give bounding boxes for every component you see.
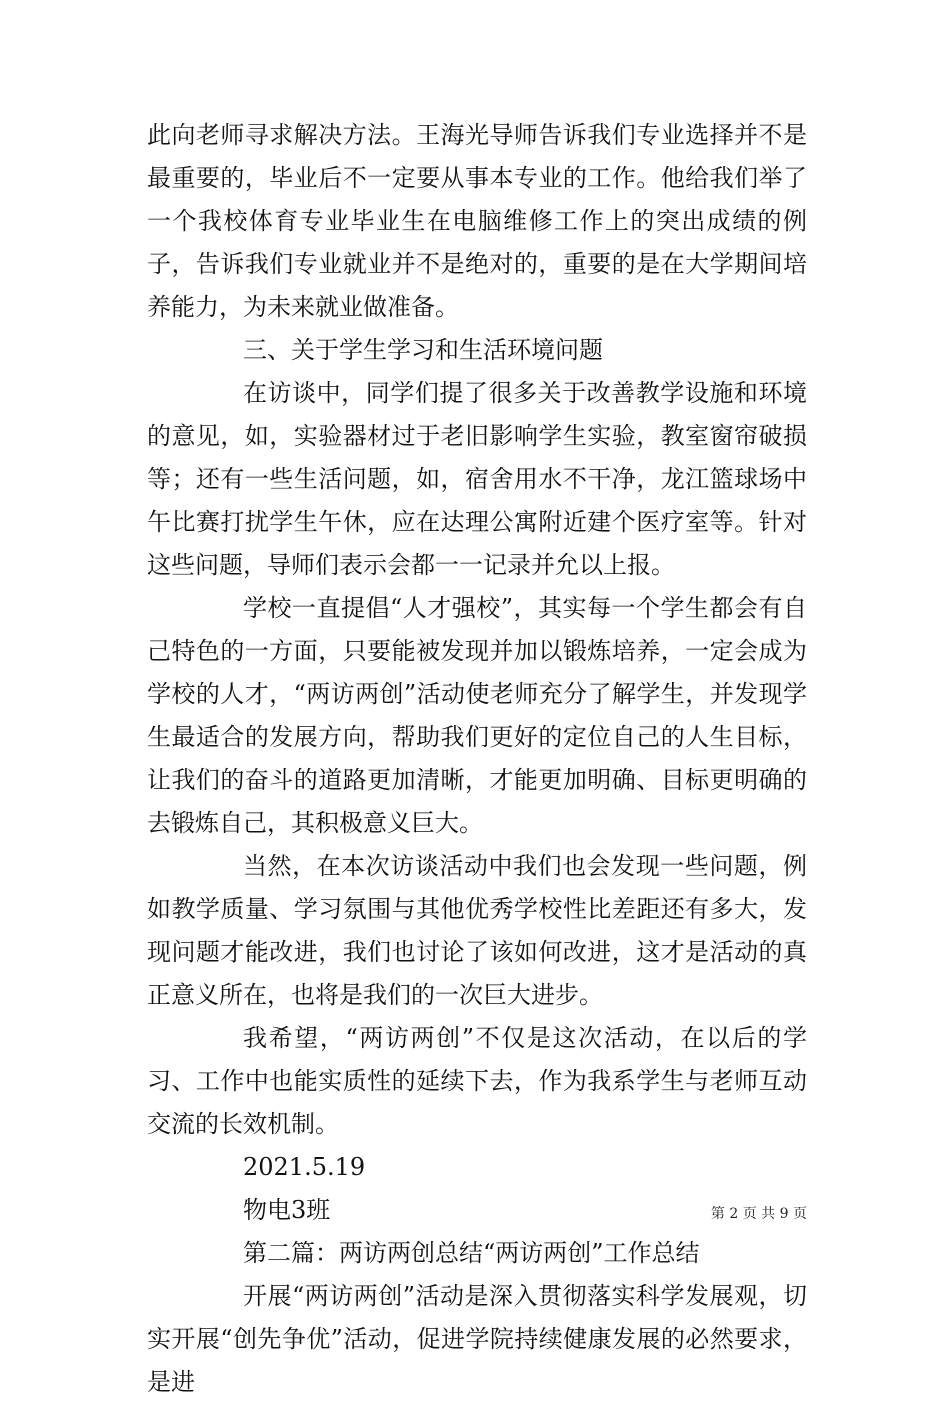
paragraph-continued: 此向老师寻求解决方法。王海光导师告诉我们专业选择并不是最重要的，毕业后不一定要从事本专业的工作。他给我们举了一个我校体育专业毕业生在电脑维修工作上的突出成绩的例子，告诉我们专业就业并不是绝对的，重要的是在大学期间培养能力，为未来就业做准备。 xyxy=(147,121,807,321)
paragraph-second-article-intro: 开展“两访两创”活动是深入贯彻落实科学发展观，切实开展“创先争优”活动，促进学院持续健康发展的必然要求，是进 xyxy=(147,1282,807,1396)
document-body xyxy=(147,114,807,1404)
second-article-title: 第二篇：两访两创总结“两访两创”工作总结 xyxy=(243,1239,700,1267)
class-line: 物电3班 xyxy=(243,1196,331,1224)
paragraph-environment-issues: 在访谈中，同学们提了很多关于改善教学设施和环境的意见，如，实验器材过于老旧影响学生实验，教室窗帘破损等；还有一些生活问题，如，宿舍用水不干净，龙江篮球场中午比赛打扰学生午休，应在达理公寓附近建个医疗室等。针对这些问题，导师们表示会都一一记录并允以上报。 xyxy=(147,379,807,579)
paragraph-talent-school: 学校一直提倡“人才强校”，其实每一个学生都会有自己特色的一方面，只要能被发现并加以锻炼培养，一定会成为学校的人才，“两访两创”活动使老师充分了解学生，并发现学生最适合的发展方向，帮助我们更好的定位自己的人生目标，让我们的奋斗的道路更加清晰，才能更加明确、目标更明确的去锻炼自己，其积极意义巨大。 xyxy=(147,594,807,837)
date-line: 2021.5.19 xyxy=(243,1153,366,1181)
section-heading: 三、关于学生学习和生活环境问题 xyxy=(243,336,603,364)
page-number-footer: 第 2 页 共 9 页 xyxy=(710,1206,807,1222)
paragraph-problems-found: 当然，在本次访谈活动中我们也会发现一些问题，例如教学质量、学习氛围与其他优秀学校性比差距还有多大，发现问题才能改进，我们也讨论了该如何改进，这才是活动的真正意义所在，也将是我们的一次巨大进步。 xyxy=(147,852,807,1009)
paragraph-hope: 我希望，“两访两创”不仅是这次活动，在以后的学习、工作中也能实质性的延续下去，作为我系学生与老师互动交流的长效机制。 xyxy=(147,1024,807,1138)
